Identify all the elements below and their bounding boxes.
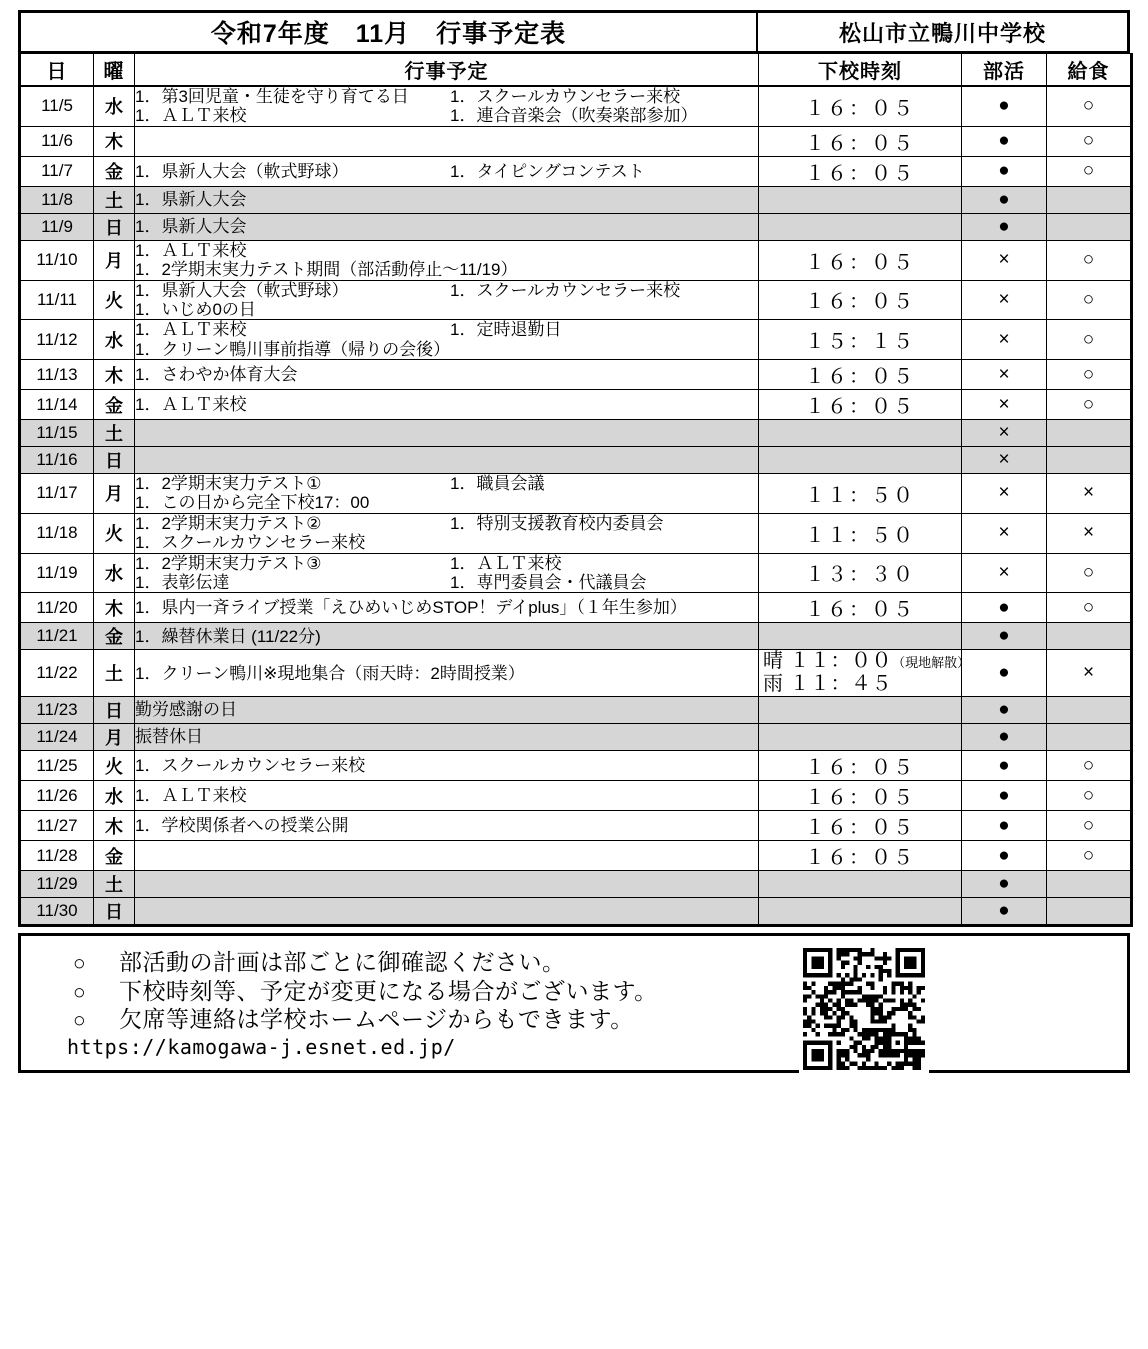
- cell-lunch-status: [1047, 898, 1132, 926]
- event-line: [135, 162, 758, 181]
- cell-dismissal-time: １６：０５: [759, 390, 962, 420]
- cell-club-status: ●: [962, 898, 1047, 926]
- cell-events: [135, 447, 759, 474]
- event-lines: [135, 162, 758, 181]
- event-item: 1．県新人大会: [135, 217, 247, 237]
- cell-club-status: ×: [962, 447, 1047, 474]
- table-row: [20, 593, 1132, 623]
- cell-events: [135, 724, 759, 751]
- cell-lunch-status: ○: [1047, 841, 1132, 871]
- footer-notes-box: [18, 933, 1130, 1073]
- cell-lunch-status: ×: [1047, 650, 1132, 697]
- table-row: [20, 811, 1132, 841]
- event-item: 1．いじめ0の日: [135, 299, 256, 319]
- table-row: [20, 240, 1132, 280]
- cell-lunch-status: ○: [1047, 360, 1132, 390]
- table-row: [20, 697, 1132, 724]
- table-row: [20, 126, 1132, 156]
- event-lines: [135, 365, 758, 384]
- cell-day-of-week: 土: [94, 420, 135, 447]
- cell-club-status: ×: [962, 320, 1047, 360]
- event-line: [135, 474, 758, 493]
- table-row: [20, 724, 1132, 751]
- cell-date: 11/22: [20, 650, 94, 697]
- cell-lunch-status: ○: [1047, 593, 1132, 623]
- cell-date: 11/5: [20, 86, 94, 126]
- table-row: [20, 280, 1132, 320]
- table-row: [20, 474, 1132, 514]
- cell-date: 11/7: [20, 156, 94, 186]
- cell-day-of-week: 日: [94, 447, 135, 474]
- event-lines: [135, 241, 758, 280]
- event-item: 1．県新人大会: [135, 190, 247, 210]
- event-line: [135, 493, 758, 512]
- cell-date: 11/18: [20, 513, 94, 553]
- cell-events: [135, 420, 759, 447]
- event-line: [135, 190, 758, 209]
- cell-day-of-week: 火: [94, 751, 135, 781]
- event-line: [135, 260, 758, 279]
- table-row: [20, 898, 1132, 926]
- event-lines: [135, 320, 758, 359]
- event-line: [135, 340, 758, 359]
- cell-club-status: ×: [962, 420, 1047, 447]
- table-header-row: [20, 54, 1132, 87]
- time-value: １１：００: [789, 650, 893, 673]
- cell-club-status: ●: [962, 871, 1047, 898]
- cell-events: [135, 280, 759, 320]
- event-lines: [135, 87, 758, 126]
- cell-events: [135, 513, 759, 553]
- cell-date: 11/16: [20, 447, 94, 474]
- event-lines: [135, 514, 758, 553]
- cell-events: [135, 593, 759, 623]
- cell-date: 11/26: [20, 781, 94, 811]
- cell-events: [135, 126, 759, 156]
- cell-dismissal-time: [759, 447, 962, 474]
- table-row: [20, 320, 1132, 360]
- event-item: 1．表彰伝達: [135, 572, 230, 592]
- cell-lunch-status: ○: [1047, 811, 1132, 841]
- qr-code: [803, 948, 925, 1070]
- cell-day-of-week: 水: [94, 781, 135, 811]
- cell-dismissal-time: [759, 898, 962, 926]
- event-item: 1．県新人大会（軟式野球）: [135, 161, 349, 181]
- cell-day-of-week: 金: [94, 156, 135, 186]
- note-text: 下校時刻等、予定が変更になる場合がございます。: [119, 977, 658, 1004]
- cell-events: [135, 623, 759, 650]
- cell-club-status: ●: [962, 593, 1047, 623]
- table-row: [20, 650, 1132, 697]
- note-text: 部活動の計画は部ごとに御確認ください。: [119, 949, 566, 976]
- event-item: 1．クリーン鴨川事前指導（帰りの会後）: [135, 339, 451, 359]
- event-line: [135, 786, 758, 805]
- cell-lunch-status: ○: [1047, 126, 1132, 156]
- event-lines: [135, 190, 758, 209]
- event-line: [135, 87, 758, 106]
- event-lines: [135, 664, 758, 683]
- cell-date: 11/12: [20, 320, 94, 360]
- cell-events: [135, 751, 759, 781]
- event-lines: [135, 756, 758, 775]
- cell-club-status: ●: [962, 751, 1047, 781]
- table-row: [20, 513, 1132, 553]
- cell-events: [135, 474, 759, 514]
- cell-events: [135, 697, 759, 724]
- cell-dismissal-time: １６：０５: [759, 156, 962, 186]
- cell-lunch-status: ○: [1047, 781, 1132, 811]
- cell-club-status: ×: [962, 360, 1047, 390]
- event-item: 1．県内一斉ライブ授業「えひめいじめSTOP！デイplus」（１年生参加）: [135, 598, 687, 618]
- cell-club-status: ●: [962, 811, 1047, 841]
- table-row: [20, 623, 1132, 650]
- event-line: [135, 816, 758, 835]
- cell-date: 11/6: [20, 126, 94, 156]
- event-line: [135, 217, 758, 236]
- event-item: 1．スクールカウンセラー来校: [135, 533, 366, 553]
- cell-date: 11/17: [20, 474, 94, 514]
- cell-events: [135, 781, 759, 811]
- cell-dismissal-time: １６：０５: [759, 126, 962, 156]
- event-lines: [135, 474, 758, 513]
- note-line: [73, 977, 1127, 1006]
- cell-day-of-week: 土: [94, 650, 135, 697]
- cell-dismissal-time: １６：０５: [759, 86, 962, 126]
- cell-club-status: ×: [962, 390, 1047, 420]
- circle-bullet-icon: ○: [73, 980, 87, 1004]
- cell-day-of-week: 金: [94, 841, 135, 871]
- cell-club-status: ×: [962, 553, 1047, 593]
- event-item: 1．県新人大会（軟式野球）: [135, 280, 349, 300]
- cell-dismissal-time: １６：０５: [759, 360, 962, 390]
- event-text: 振替休日: [135, 727, 203, 747]
- cell-dismissal-time: [759, 623, 962, 650]
- cell-dismissal-time: １６：０５: [759, 240, 962, 280]
- event-line: [135, 300, 758, 319]
- event-item: 1．定時退勤日: [450, 320, 562, 340]
- event-item: 1．スクールカウンセラー来校: [450, 87, 681, 106]
- cell-club-status: ●: [962, 213, 1047, 240]
- cell-lunch-status: ○: [1047, 240, 1132, 280]
- event-lines: [135, 395, 758, 414]
- cell-date: 11/28: [20, 841, 94, 871]
- table-row: [20, 186, 1132, 213]
- event-item: 1．連合音楽会（吹奏楽部参加）: [450, 106, 698, 126]
- cell-date: 11/24: [20, 724, 94, 751]
- cell-date: 11/25: [20, 751, 94, 781]
- cell-dismissal-time: [759, 186, 962, 213]
- cell-club-status: ×: [962, 240, 1047, 280]
- cell-events: [135, 553, 759, 593]
- column-header-time: 下校時刻: [759, 54, 962, 87]
- cell-day-of-week: 水: [94, 86, 135, 126]
- cell-dismissal-time: [759, 697, 962, 724]
- event-item: 1．ＡＬＴ来校: [135, 240, 247, 260]
- cell-dismissal-time: １６：０５: [759, 280, 962, 320]
- cell-dismissal-time: １１：５０: [759, 513, 962, 553]
- cell-day-of-week: 日: [94, 898, 135, 926]
- table-row: [20, 841, 1132, 871]
- cell-lunch-status: [1047, 623, 1132, 650]
- cell-dismissal-time: １６：０５: [759, 841, 962, 871]
- cell-events: [135, 811, 759, 841]
- column-header-dow: 曜: [94, 54, 135, 87]
- cell-date: 11/29: [20, 871, 94, 898]
- column-header-date: 日: [20, 54, 94, 87]
- cell-club-status: ●: [962, 841, 1047, 871]
- table-row: [20, 156, 1132, 186]
- cell-lunch-status: ×: [1047, 474, 1132, 514]
- cell-date: 11/10: [20, 240, 94, 280]
- event-item: 1．2学期末実力テスト②: [135, 513, 322, 533]
- event-item: 1．2学期末実力テスト③: [135, 553, 322, 573]
- table-row: [20, 360, 1132, 390]
- cell-events: [135, 898, 759, 926]
- cell-events: [135, 320, 759, 360]
- event-item: 1．2学期末実力テスト期間（部活動停止～11/19）: [135, 260, 518, 280]
- cell-lunch-status: [1047, 871, 1132, 898]
- cell-date: 11/19: [20, 553, 94, 593]
- cell-events: [135, 240, 759, 280]
- event-item: 1．タイピングコンテスト: [450, 161, 645, 181]
- cell-club-status: ●: [962, 781, 1047, 811]
- event-item: 1．学校関係者への授業公開: [135, 816, 349, 836]
- event-item: 1．この日から完全下校17：00: [135, 493, 370, 513]
- time-value: １１：４５: [789, 673, 893, 696]
- cell-day-of-week: 金: [94, 390, 135, 420]
- event-lines: [135, 598, 758, 617]
- event-lines: [135, 627, 758, 646]
- cell-club-status: ●: [962, 697, 1047, 724]
- event-item: 1．ＡＬＴ来校: [135, 786, 247, 806]
- column-header-lunch: 給食: [1047, 54, 1132, 87]
- event-text: 勤労感謝の日: [135, 700, 237, 720]
- cell-day-of-week: 土: [94, 186, 135, 213]
- cell-dismissal-time: １６：０５: [759, 751, 962, 781]
- event-line: [135, 106, 758, 125]
- dismissal-time-line: [763, 673, 961, 696]
- table-row: [20, 871, 1132, 898]
- cell-lunch-status: ○: [1047, 86, 1132, 126]
- cell-lunch-status: [1047, 447, 1132, 474]
- cell-dismissal-time: [759, 650, 971, 697]
- event-item: 1．特別支援教育校内委員会: [450, 513, 664, 533]
- table-row: [20, 420, 1132, 447]
- cell-events: [135, 213, 759, 240]
- cell-lunch-status: ○: [1047, 280, 1132, 320]
- cell-day-of-week: 火: [94, 280, 135, 320]
- event-line: [135, 395, 758, 414]
- event-line: [135, 514, 758, 533]
- table-row: [20, 213, 1132, 240]
- cell-date: 11/20: [20, 593, 94, 623]
- table-row: [20, 86, 1132, 126]
- cell-day-of-week: 木: [94, 811, 135, 841]
- cell-lunch-status: [1047, 697, 1132, 724]
- column-header-club: 部活: [962, 54, 1047, 87]
- cell-date: 11/30: [20, 898, 94, 926]
- cell-club-status: ●: [962, 186, 1047, 213]
- event-item: 1．職員会議: [450, 474, 545, 493]
- cell-dismissal-time: [759, 724, 962, 751]
- event-lines: [135, 786, 758, 805]
- event-line: [135, 554, 758, 573]
- event-line: [135, 241, 758, 260]
- event-lines: [135, 816, 758, 835]
- cell-day-of-week: 月: [94, 724, 135, 751]
- cell-events: [135, 650, 759, 697]
- cell-day-of-week: 日: [94, 697, 135, 724]
- cell-date: 11/13: [20, 360, 94, 390]
- schedule-table: [18, 53, 1133, 927]
- event-item: 1．専門委員会・代議員会: [450, 572, 647, 592]
- cell-lunch-status: [1047, 420, 1132, 447]
- cell-day-of-week: 火: [94, 513, 135, 553]
- cell-date: 11/23: [20, 697, 94, 724]
- cell-dismissal-time: １６：０５: [759, 811, 962, 841]
- school-website-url[interactable]: https://kamogawa-j.esnet.ed.jp/: [67, 1035, 456, 1060]
- cell-lunch-status: ○: [1047, 390, 1132, 420]
- cell-dismissal-time: [759, 420, 962, 447]
- cell-dismissal-time: [759, 871, 962, 898]
- event-item: 1．ＡＬＴ来校: [135, 320, 247, 340]
- circle-bullet-icon: ○: [73, 1009, 87, 1033]
- cell-day-of-week: 木: [94, 126, 135, 156]
- qr-code[interactable]: [799, 944, 929, 1074]
- cell-events: [135, 156, 759, 186]
- column-header-events: 行事予定: [135, 54, 759, 87]
- cell-day-of-week: 金: [94, 623, 135, 650]
- dismissal-time-line: [763, 650, 971, 673]
- cell-day-of-week: 水: [94, 320, 135, 360]
- weather-prefix: 晴: [763, 650, 790, 673]
- note-line: [73, 948, 1127, 977]
- cell-club-status: ●: [962, 156, 1047, 186]
- cell-date: 11/9: [20, 213, 94, 240]
- event-item: 1．繰替休業日 (11/22分): [135, 626, 321, 646]
- cell-lunch-status: [1047, 724, 1132, 751]
- notes-list: [21, 948, 1127, 1034]
- event-line: [135, 320, 758, 339]
- cell-lunch-status: ○: [1047, 320, 1132, 360]
- cell-date: 11/15: [20, 420, 94, 447]
- table-row: [20, 781, 1132, 811]
- table-body: [20, 86, 1132, 926]
- cell-date: 11/11: [20, 280, 94, 320]
- cell-day-of-week: 月: [94, 240, 135, 280]
- cell-day-of-week: 木: [94, 593, 135, 623]
- cell-events: [135, 86, 759, 126]
- cell-lunch-status: ○: [1047, 553, 1132, 593]
- cell-day-of-week: 日: [94, 213, 135, 240]
- cell-events: [135, 390, 759, 420]
- cell-dismissal-time: １５：１５: [759, 320, 962, 360]
- event-lines: [135, 217, 758, 236]
- cell-club-status: ●: [962, 126, 1047, 156]
- cell-date: 11/21: [20, 623, 94, 650]
- cell-lunch-status: ○: [1047, 156, 1132, 186]
- event-line: [135, 533, 758, 552]
- event-lines: [135, 554, 758, 593]
- cell-club-status: ×: [962, 280, 1047, 320]
- cell-day-of-week: 木: [94, 360, 135, 390]
- table-row: [20, 390, 1132, 420]
- note-line: [73, 1005, 1127, 1034]
- table-row: [20, 751, 1132, 781]
- note-text: 欠席等連絡は学校ホームページからもできます。: [119, 1006, 634, 1033]
- event-line: [135, 664, 758, 683]
- event-item: 1．スクールカウンセラー来校: [135, 756, 366, 776]
- cell-date: 11/27: [20, 811, 94, 841]
- cell-events: [135, 186, 759, 213]
- title-band: [18, 10, 1130, 53]
- cell-dismissal-time: １１：５０: [759, 474, 962, 514]
- cell-dismissal-time: [759, 213, 962, 240]
- event-line: [135, 573, 758, 592]
- page-title: 令和7年度 11月 行事予定表: [21, 13, 758, 51]
- cell-dismissal-time: １３：３０: [759, 553, 962, 593]
- event-item: 1．第3回児童・生徒を守り育てる日: [135, 87, 409, 106]
- event-item: 1．クリーン鴨川※現地集合（雨天時：2時間授業）: [135, 663, 525, 683]
- time-note: （現地解散）: [892, 655, 971, 671]
- weather-prefix: 雨: [763, 673, 790, 696]
- event-line: [135, 281, 758, 300]
- circle-bullet-icon: ○: [73, 952, 87, 976]
- event-line: [135, 365, 758, 384]
- table-row: [20, 447, 1132, 474]
- cell-dismissal-time: １６：０５: [759, 781, 962, 811]
- cell-date: 11/14: [20, 390, 94, 420]
- event-item: 1．ＡＬＴ来校: [135, 106, 247, 126]
- event-item: 1．さわやか体育大会: [135, 364, 298, 384]
- event-item: 1．ＡＬＴ来校: [135, 394, 247, 414]
- cell-events: [135, 871, 759, 898]
- cell-lunch-status: [1047, 186, 1132, 213]
- table-row: [20, 553, 1132, 593]
- cell-events: [135, 841, 759, 871]
- cell-lunch-status: [1047, 213, 1132, 240]
- cell-day-of-week: 水: [94, 553, 135, 593]
- cell-club-status: ●: [962, 650, 1047, 697]
- event-line: [135, 756, 758, 775]
- cell-club-status: ●: [962, 724, 1047, 751]
- event-item: 1．ＡＬＴ来校: [450, 553, 562, 573]
- event-item: 1．2学期末実力テスト①: [135, 474, 322, 493]
- cell-lunch-status: ×: [1047, 513, 1132, 553]
- cell-lunch-status: ○: [1047, 751, 1132, 781]
- cell-events: [135, 360, 759, 390]
- cell-club-status: ●: [962, 623, 1047, 650]
- cell-date: 11/8: [20, 186, 94, 213]
- event-line: [135, 627, 758, 646]
- cell-club-status: ×: [962, 513, 1047, 553]
- cell-day-of-week: 月: [94, 474, 135, 514]
- event-item: 1．スクールカウンセラー来校: [450, 280, 681, 300]
- cell-day-of-week: 土: [94, 871, 135, 898]
- cell-dismissal-time: １６：０５: [759, 593, 962, 623]
- cell-club-status: ●: [962, 86, 1047, 126]
- event-lines: [135, 281, 758, 320]
- school-name: 松山市立鴨川中学校: [838, 20, 1046, 46]
- event-line: [135, 598, 758, 617]
- cell-club-status: ×: [962, 474, 1047, 514]
